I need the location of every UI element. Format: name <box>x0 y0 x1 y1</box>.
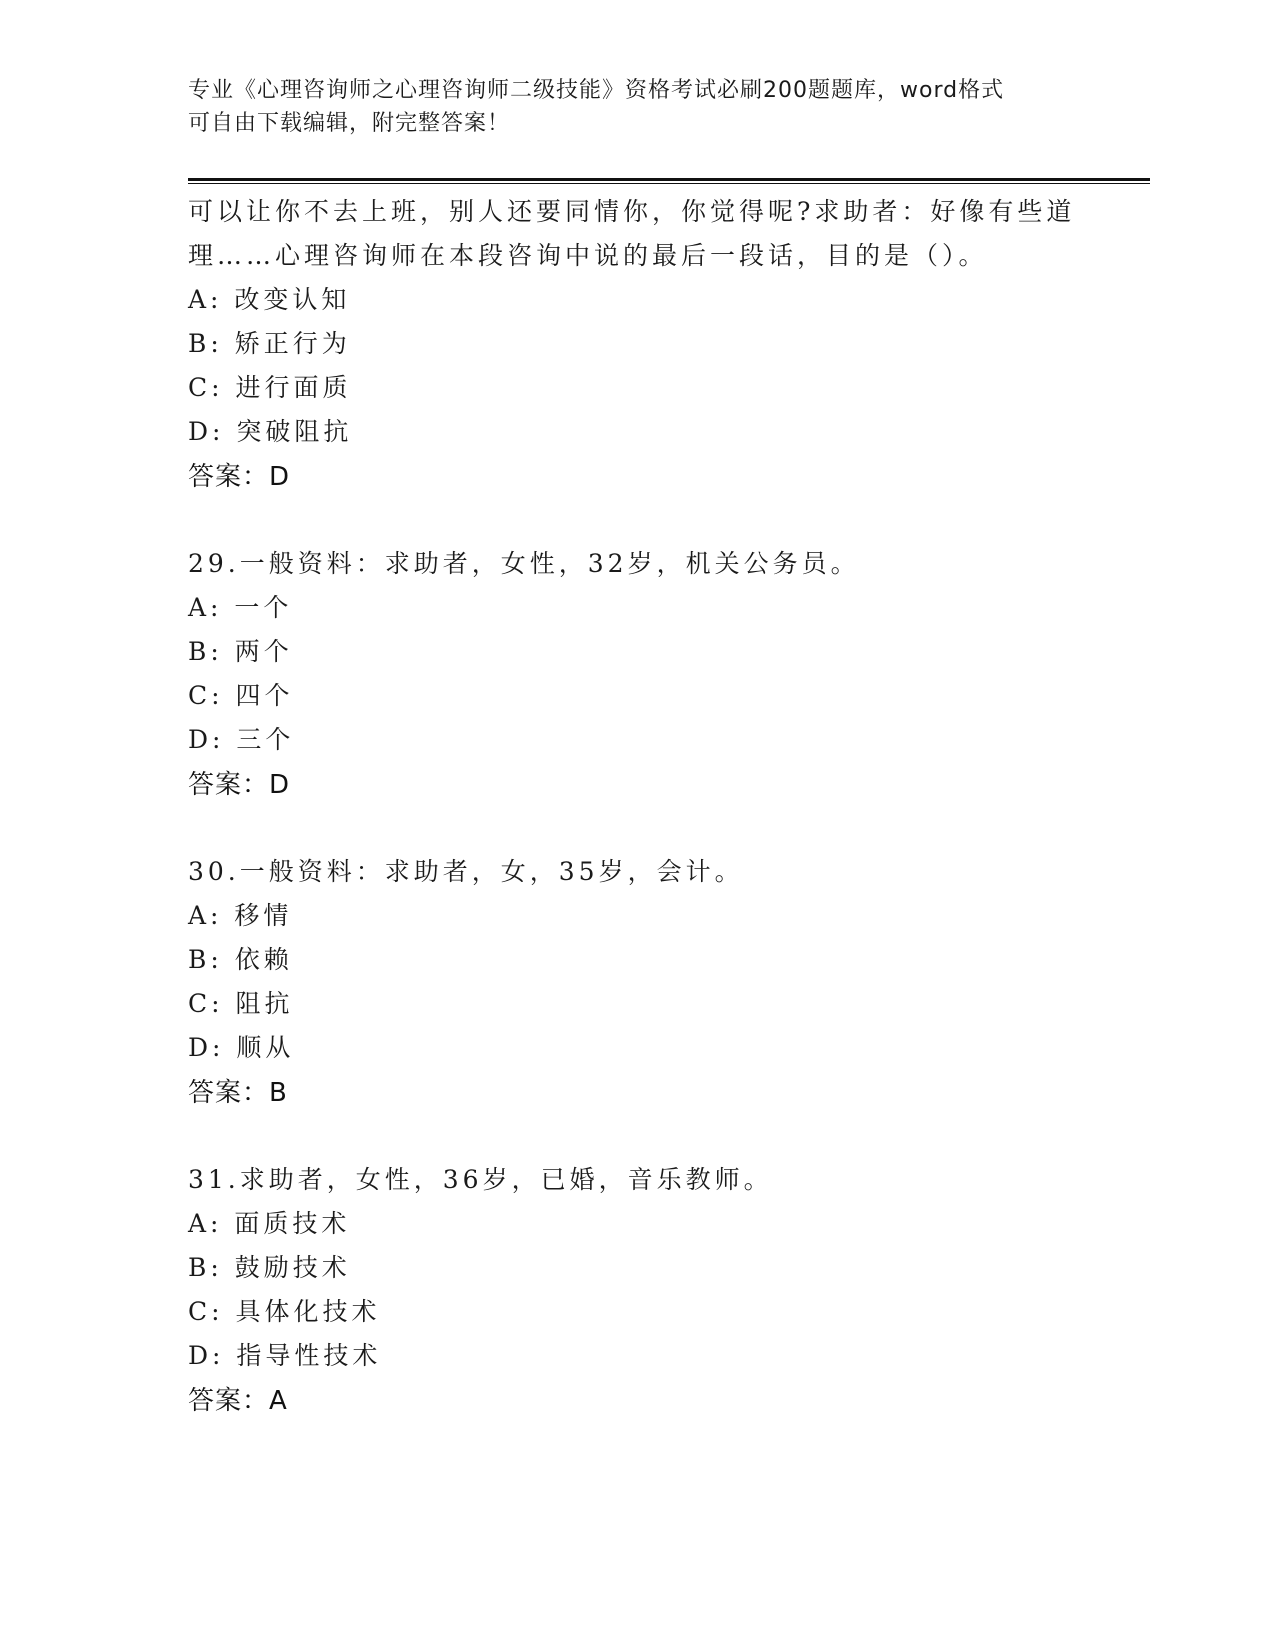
option-c: C: 进行面质 <box>188 373 352 402</box>
option-d: D: 三个 <box>188 725 295 754</box>
question-text: 29.一般资料：求助者，女性，32岁，机关公务员。 <box>188 549 860 578</box>
option-d: D: 突破阻抗 <box>188 417 353 446</box>
option-d: D: 顺从 <box>188 1033 295 1062</box>
spacer <box>188 1116 1108 1158</box>
spacer <box>188 500 1108 542</box>
question-list <box>188 190 1108 1424</box>
question-text-line: 理……心理咨询师在本段咨询中说的最后一段话，目的是（）。 <box>188 241 988 270</box>
answer-line: 答案：D <box>188 462 291 492</box>
option-c: C: 具体化技术 <box>188 1297 381 1326</box>
option-b: B: 鼓励技术 <box>188 1253 351 1282</box>
question-block-29 <box>188 542 1108 808</box>
option-a: A: 移情 <box>188 901 293 930</box>
question-text-line: 可以让你不去上班，别人还要同情你，你觉得呢?求助者：好像有些道 <box>188 197 1076 226</box>
header-line-2: 可自由下载编辑，附完整答案！ <box>188 111 511 136</box>
header-line-1: 专业《心理咨询师之心理咨询师二级技能》资格考试必刷200题题库，word格式 <box>188 78 1005 103</box>
header-divider-thin <box>188 183 1150 184</box>
spacer <box>188 808 1108 850</box>
question-block-31 <box>188 1158 1108 1424</box>
option-c: C: 四个 <box>188 681 294 710</box>
document-header <box>188 74 1088 140</box>
answer-line: 答案：A <box>188 1386 288 1416</box>
option-b: B: 依赖 <box>188 945 293 974</box>
option-b: B: 矫正行为 <box>188 329 351 358</box>
question-text: 31.求助者，女性，36岁，已婚，音乐教师。 <box>188 1165 773 1194</box>
option-c: C: 阻抗 <box>188 989 294 1018</box>
answer-line: 答案：B <box>188 1078 288 1108</box>
option-a: A: 改变认知 <box>188 285 351 314</box>
option-d: D: 指导性技术 <box>188 1341 382 1370</box>
question-block-continued <box>188 190 1108 500</box>
question-text: 30.一般资料：求助者，女，35岁，会计。 <box>188 857 744 886</box>
option-b: B: 两个 <box>188 637 293 666</box>
header-divider-thick <box>188 178 1150 181</box>
question-block-30 <box>188 850 1108 1116</box>
option-a: A: 面质技术 <box>188 1209 351 1238</box>
answer-line: 答案：D <box>188 770 291 800</box>
option-a: A: 一个 <box>188 593 293 622</box>
